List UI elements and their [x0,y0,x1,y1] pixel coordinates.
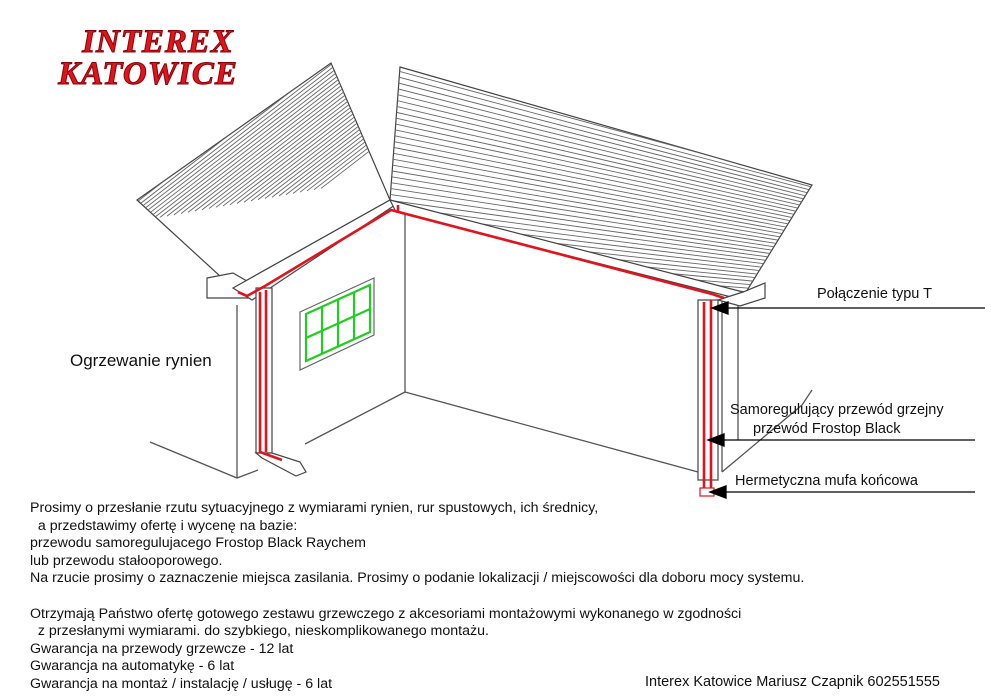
offer-line: przewodu samoregulujacego Frostop Black Raychem [30,535,366,552]
right-roof [368,60,830,314]
logo-line-2: KATOWICE [58,56,238,92]
callout-cable-line-2: przewód Frostop Black [753,421,901,437]
warranty-line: Gwarancja na montaż / instalację / usługę - 6 lat [30,675,333,692]
callout-t-connection: Połączenie typu T [817,286,932,302]
right-downpipe [698,300,718,480]
left-downpipe [256,288,306,476]
logo-line-1: INTEREX [82,24,234,60]
offer-line: a przedstawimy ofertę i wycenę na bazie: [30,517,298,534]
offer-text [30,500,804,694]
window [300,278,374,370]
offer-line: Prosimy o przesłanie rzutu sytuacyjnego z wymiarami rynien, rur spustowych, ich średnicy, [30,500,599,516]
callout-end-seal: Hermetyczna mufa końcowa [735,473,918,489]
warranty-line: Gwarancja na automatykę - 6 lat [30,658,235,675]
offer-line: lub przewodu stałooporowego. [30,552,223,569]
warranty-line: Gwarancja na przewody grzewcze - 12 lat [30,640,294,657]
contact-footer: Interex Katowice Mariusz Czapnik 602551555 [645,674,940,690]
offer-line: z przesłanymi wymiarami. do szybkiego, nieskomplikowanego montażu. [30,623,489,640]
diagram-title: Ogrzewanie rynien [70,351,212,370]
offer-line: Otrzymają Państwo ofertę gotowego zestawu grzewczego z akcesoriami montażowymi wykonanego w zgodności [30,605,742,622]
callout-cable-line-1: Samoregulujący przewód grzejny [730,402,944,418]
offer-line: Na rzucie prosimy o zaznaczenie miejsca zasilania. Prosimy o podanie lokalizacji / miejscowości dla doboru mocy systemu. [30,570,805,587]
callout-arrows [708,302,985,498]
blank-line [30,588,804,606]
